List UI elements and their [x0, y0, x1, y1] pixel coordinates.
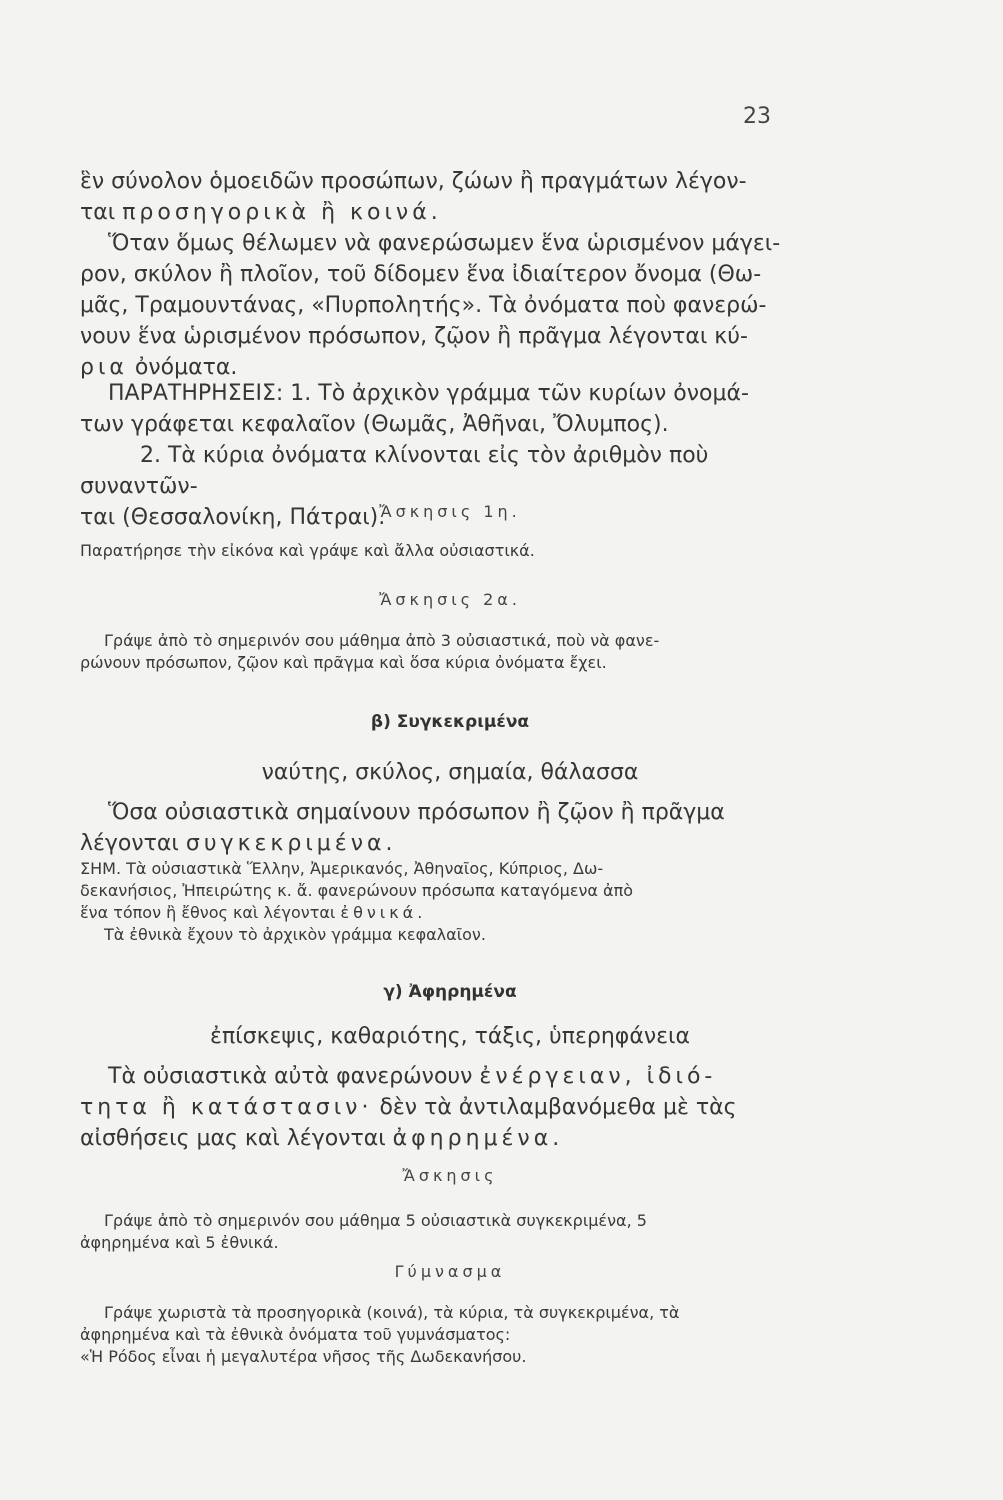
exercise-2-text — [80, 630, 820, 674]
note-line-1: ΣΗΜ. Τὰ οὐσιαστικὰ Ἕλλην, Ἀμερικανός, Ἀθηναῖος, Κύπριος, Δω- — [80, 859, 604, 878]
note-line-4: Τὰ ἐθνικὰ ἔχουν τὸ ἀρχικὸν γράμμα κεφαλαῖον. — [104, 925, 486, 944]
intro-para2-line-1: Ὅταν ὅμως θέλωμεν νὰ φανερώσωμεν ἕνα ὡρισμένον μάγει- — [108, 231, 781, 256]
note-line-3 — [80, 902, 820, 924]
intro-para2-line-5-rest: ὀνόματα. — [127, 355, 238, 380]
term-kyria: ρια — [80, 355, 128, 380]
intro-para2-line-3: μᾶς, Τραμουντάνας, «Πυρπολητής». Τὰ ὀνόματα ποὺ φανερώ- — [80, 293, 767, 318]
section-c-heading: γ) Ἀφηρημένα — [383, 982, 517, 1002]
remarks-line-1: ΠΑΡΑΤΗΡΗΣΕΙΣ: 1. Τὸ ἀρχικὸν γράμμα τῶν κυρίων ὀνομά- — [108, 381, 749, 406]
intro-para2-line-2: ρον, σκύλον ἢ πλοῖον, τοῦ δίδομεν ἕνα ἰδιαίτερον ὄνομα (Θω- — [80, 262, 762, 287]
section-c-definition — [80, 1061, 820, 1154]
gymnasma-line-2: ἀφηρημένα καὶ τὰ ἐθνικὰ ὀνόματα τοῦ γυμνάσματος: — [80, 1325, 511, 1344]
exercise-2-line-1: Γράψε ἀπὸ τὸ σημερινόν σου μάθημα ἀπὸ 3 οὐσιαστικά, ποὺ νὰ φανε- — [104, 631, 660, 650]
section-b-note — [80, 858, 820, 946]
term-prosigorika: προσηγορικὰ ἢ κοινά. — [122, 200, 442, 225]
intro-paragraph — [80, 166, 820, 383]
section-c-line-3 — [80, 1123, 820, 1154]
section-b-heading: β) Συγκεκριμένα — [370, 712, 530, 732]
gymnasma-line-3: «Ἡ Ρόδος εἶναι ἡ μεγαλυτέρα νῆσος τῆς Δωδεκανήσου. — [80, 1347, 527, 1366]
section-b-def-line-2 — [80, 828, 820, 859]
term-afirimena: ἀφηρημένα. — [392, 1126, 564, 1151]
section-c-line-2-rest: δὲν τὰ ἀντιλαμβανόμεθα μὲ τὰς — [372, 1095, 737, 1120]
term-sygkekrimena: συγκεκριμένα. — [185, 831, 397, 856]
section-c-examples: ἐπίσκεψις, καθαριότης, τάξις, ὑπερηφάνεια — [210, 1024, 690, 1049]
exercise-1-title: Ἄσκησις 1η. — [379, 502, 521, 521]
gymnasma-title: Γύμνασμα — [394, 1262, 506, 1281]
exercise-3-line-1: Γράψε ἀπὸ τὸ σημερινόν σου μάθημα 5 οὐσιαστικὰ συγκεκριμένα, 5 — [104, 1211, 647, 1230]
exercise-2-title: Ἄσκησις 2α. — [379, 590, 521, 609]
section-b-examples: ναύτης, σκύλος, σημαία, θάλασσα — [261, 760, 639, 785]
remarks-line-3: 2. Τὰ κύρια ὀνόματα κλίνονται εἰς τὸν ἀριθμὸν ποὺ συναντῶν- — [80, 443, 709, 499]
note-line-3-text: ἕνα τόπον ἢ ἔθνος καὶ λέγονται — [80, 903, 341, 922]
section-c-line-1-text: Τὰ οὐσιαστικὰ αὐτὰ φανερώνουν — [108, 1064, 480, 1089]
intro-line-2 — [80, 197, 820, 228]
intro-line-2-text: ται — [80, 200, 123, 225]
exercise-3-text — [80, 1210, 820, 1254]
section-b-def-line-2-text: λέγονται — [80, 831, 186, 856]
page-number: 23 — [743, 104, 771, 129]
term-energeian: ἐνέργειαν, ἰδιό- — [479, 1064, 717, 1089]
remarks-line-2: των γράφεται κεφαλαῖον (Θωμᾶς, Ἀθῆναι, Ὄλυμπος). — [80, 412, 669, 437]
remarks-line-4: ται (Θεσσαλονίκη, Πάτραι). — [80, 505, 386, 530]
section-c-line-3-text: αἰσθήσεις μας καὶ λέγονται — [80, 1126, 393, 1151]
section-c-line-1 — [80, 1061, 820, 1092]
exercise-1-text: Παρατήρησε τὴν εἰκόνα καὶ γράψε καὶ ἄλλα οὐσιαστικά. — [80, 541, 535, 560]
intro-para2-line-4: νουν ἕνα ὡρισμένον πρόσωπον, ζῷον ἢ πρᾶγμα λέγονται κύ- — [80, 324, 748, 349]
gymnasma-line-1: Γράψε χωριστὰ τὰ προσηγορικὰ (κοινά), τὰ κύρια, τὰ συγκεκριμένα, τὰ — [104, 1303, 680, 1322]
section-b-definition — [80, 797, 820, 859]
intro-line-1: ἓν σύνολον ὁμοειδῶν προσώπων, ζώων ἢ πραγμάτων λέγον- — [80, 169, 747, 194]
exercise-2-line-2: ρώνουν πρόσωπον, ζῷον καὶ πρᾶγμα καὶ ὅσα κύρια ὀνόματα ἔχει. — [80, 653, 607, 672]
note-line-2: δεκανήσιος, Ἠπειρώτης κ. ἄ. φανερώνουν πρόσωπα καταγόμενα ἀπὸ — [80, 881, 634, 900]
exercise-3-line-2: ἀφηρημένα καὶ 5 ἐθνικά. — [80, 1233, 279, 1252]
term-katastasin: τητα ἢ κατάστασιν· — [80, 1095, 373, 1120]
exercise-3-title: Ἄσκησις — [402, 1166, 498, 1185]
section-c-line-2 — [80, 1092, 820, 1123]
term-ethnika: ἐθνικά. — [340, 903, 427, 922]
section-b-def-line-1: Ὅσα οὐσιαστικὰ σημαίνουν πρόσωπον ἢ ζῷον ἢ πρᾶγμα — [108, 800, 725, 825]
gymnasma-text — [80, 1302, 820, 1368]
